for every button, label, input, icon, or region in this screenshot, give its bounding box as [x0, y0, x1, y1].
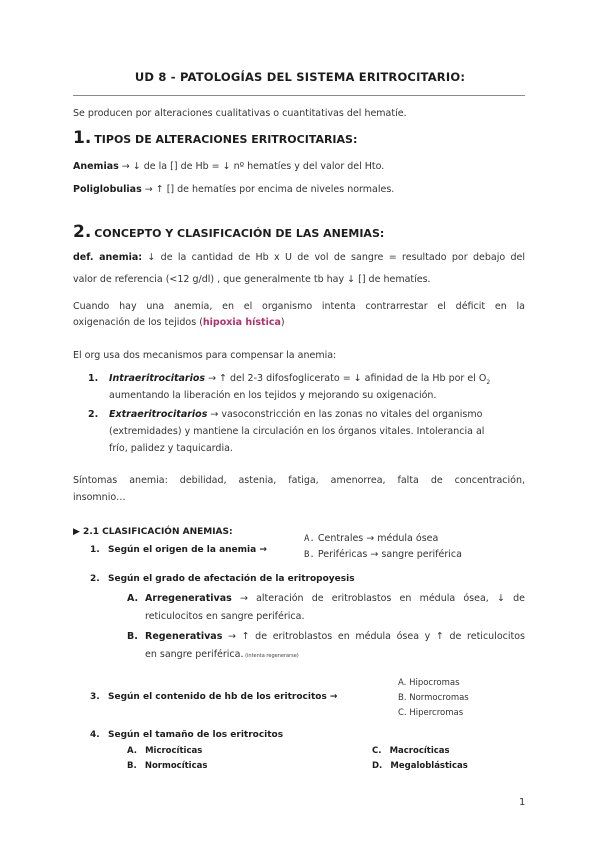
section-2-heading: [73, 222, 384, 242]
classification-4-text: Según el tamaño de los eritrocitos: [108, 730, 284, 740]
anemias-term: Anemias: [73, 161, 119, 172]
mechanism-2-text: → vasoconstricción en las zonas no vitales del organismo: [207, 409, 483, 420]
option-text: Normocromas: [409, 693, 469, 703]
oxygen-subscript: 2: [486, 378, 491, 386]
classification-2-option-b-line-1: [145, 627, 525, 646]
option-text: Normocíticas: [144, 761, 208, 771]
option-text: Macrocíticas: [389, 746, 450, 756]
poliglobulias-term: Poliglobulias: [73, 184, 142, 195]
def-anemia-line-2: valor de referencia (<12 g/dl) , que generalmente tb hay ↓ [] de hematíes.: [73, 274, 431, 285]
option-letter: B.: [398, 693, 407, 703]
compensate-line-2-post: ): [280, 317, 285, 328]
symptoms-line-2: insomnio…: [73, 492, 126, 503]
regenerativas-text-2: en sangre periférica.: [145, 649, 244, 660]
option-letter: C.: [398, 708, 407, 718]
mechanism-2-term: Extraeritrocitarios: [109, 409, 208, 420]
anemias-definition: [73, 157, 384, 176]
def-anemia-text-1: ↓ de la cantidad de Hb x U de vol de sangre = resultado por debajo del: [142, 252, 525, 263]
classification-4-option-b: [127, 757, 207, 776]
title-divider: [73, 95, 525, 96]
classification-2-number: 2.: [90, 574, 100, 584]
classification-2-option-b-line-2: [145, 645, 299, 666]
mechanism-2-line-2: (extremidades) y mantiene la circulación en los órganos vitales. Intolerancia al: [109, 426, 485, 437]
option-text: Microcíticas: [145, 746, 203, 756]
mechanism-2-number: 2.: [88, 409, 99, 420]
mechanism-1-number: 1.: [88, 373, 99, 384]
classification-1-number: 1.: [90, 545, 100, 555]
mechanism-1-term: Intraeritrocitarios: [109, 373, 206, 384]
option-letter: B.: [127, 761, 137, 771]
classification-4-option-d: [372, 757, 468, 776]
classification-4-number: 4.: [90, 730, 100, 740]
page-number: 1: [519, 797, 526, 808]
arregenerativas-text: → alteración de eritroblastos en médula ósea, ↓ de: [231, 593, 525, 604]
section-2-title: CONCEPTO Y CLASIFICACIÓN DE LAS ANEMIAS:: [94, 227, 385, 240]
option-letter: A.: [398, 678, 407, 688]
classification-3-number: 3.: [90, 692, 100, 702]
classification-2-text: Según el grado de afectación de la eritropoyesis: [108, 574, 355, 584]
compensate-line-2-pre: oxigenación de los tejidos (: [73, 317, 203, 328]
symptoms-line-1: Síntomas anemia: debilidad, astenia, fatiga, amenorrea, falta de concentración,: [73, 475, 525, 486]
option-text: Periféricas → sangre periférica: [317, 549, 462, 560]
compensate-line-2: [73, 313, 285, 332]
option-letter: B.: [304, 550, 315, 560]
classification-1-text: Según el origen de la anemia →: [108, 545, 267, 555]
classification-2-option-b-letter: B.: [127, 631, 138, 642]
def-anemia-line-1: [73, 248, 525, 267]
option-letter: D.: [372, 761, 383, 771]
intro-text: Se producen por alteraciones cualitativas o cuantitativas del hematíe.: [73, 108, 407, 119]
option-letter: C.: [372, 746, 382, 756]
mechanism-1-line-2: aumentando la liberación en los tejidos y mejorando su oxigenación.: [109, 390, 437, 401]
def-anemia-term: def. anemia:: [73, 252, 143, 263]
page-title: UD 8 - PATOLOGÍAS DEL SISTEMA ERITROCITARIO:: [134, 70, 466, 84]
section-2-1-heading: ▶ 2.1 CLASIFICACIÓN ANEMIAS:: [73, 527, 233, 537]
mechanism-1-text: → ↑ del 2-3 difosfoglicerato = ↓ afinidad de la Hb por el O: [205, 373, 487, 384]
section-1-heading: [73, 128, 357, 148]
option-text: Hipercromas: [409, 708, 464, 718]
classification-1-option-b: [304, 545, 462, 565]
classification-2-option-a-line-1: [145, 589, 525, 608]
regenerativas-text: → ↑ de eritroblastos en médula ósea y ↑ de reticulocitos: [222, 631, 525, 642]
section-1-title: TIPOS DE ALTERACIONES ERITROCITARIAS:: [94, 133, 358, 146]
section-2-number: 2.: [73, 222, 92, 242]
hipoxia-highlight: hipoxia hística: [202, 317, 281, 328]
option-text: Centrales → médula ósea: [317, 533, 439, 544]
poliglobulias-text: → ↑ [] de hematíes por encima de niveles normales.: [141, 184, 395, 195]
regenerativas-term: Regenerativas: [145, 631, 223, 642]
option-text: Megaloblásticas: [390, 761, 468, 771]
option-text: Hipocromas: [409, 678, 460, 688]
option-letter: A.: [304, 534, 315, 544]
classification-3-option-c: [398, 704, 463, 723]
option-letter: A.: [127, 746, 137, 756]
classification-3-text: Según el contenido de hb de los eritrocitos →: [108, 692, 338, 702]
regenerativas-note: (intenta regenerarse): [243, 653, 299, 659]
mechanism-2-line-3: frío, palidez y taquicardia.: [109, 443, 233, 454]
mechanisms-intro: El org usa dos mecanismos para compensar la anemia:: [73, 350, 337, 361]
compensate-line-1: Cuando hay una anemia, en el organismo intenta contrarrestar el déficit en la: [73, 301, 525, 312]
arregenerativas-term: Arregenerativas: [145, 593, 232, 604]
poliglobulias-definition: [73, 180, 394, 199]
classification-2-option-a-line-2: reticulocitos en sangre periférica.: [145, 611, 305, 622]
anemias-text: → ↓ de la [] de Hb = ↓ nº hematíes y del valor del Hto.: [118, 161, 385, 172]
section-1-number: 1.: [73, 128, 92, 148]
classification-2-option-a-letter: A.: [127, 593, 139, 604]
